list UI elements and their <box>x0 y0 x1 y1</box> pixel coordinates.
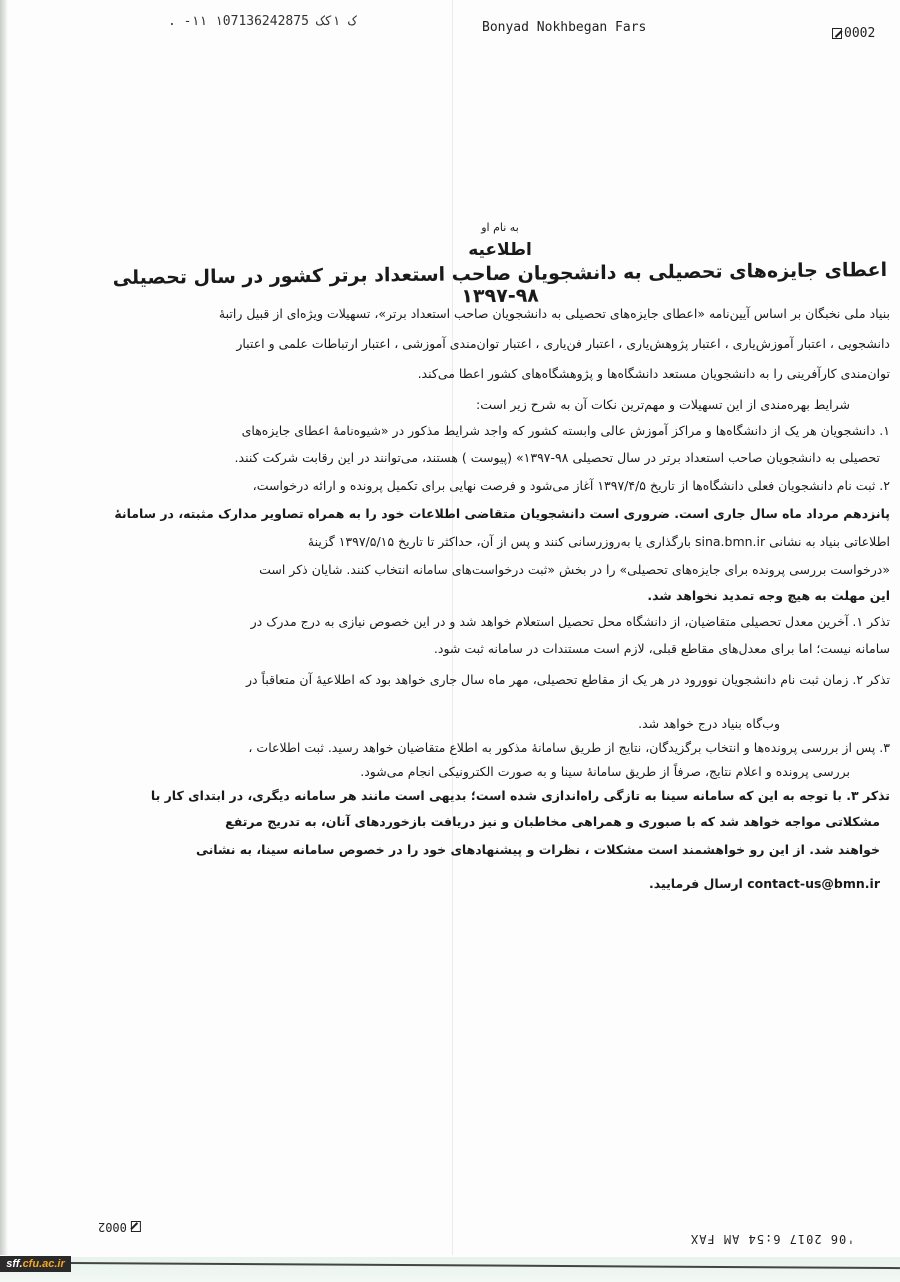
fax-footer-page <box>98 1220 141 1234</box>
fax-sender-number: . -۱۱ ۱ک ۱کک 07136242875 <box>168 14 356 29</box>
bottom-strip <box>0 1257 900 1282</box>
note-3-cont: خواهند شد. از این رو خواهشمند است مشکلات ، نظرات و پیشنهادهای خود را در خصوص سامانه سینا، به نشانی <box>195 842 880 857</box>
fax-footer-upside-down <box>0 1220 900 1246</box>
watermark-domain: cfu.ac.ir <box>22 1258 65 1270</box>
note-1: تذکر ۱. آخرین معدل تحصیلی متقاضیان، از دانشگاه محل تحصیل استعلام خواهد شد و در این خصوص نیازی به درج مدرک در <box>250 614 890 629</box>
deadline-note: این مهلت به هیچ وجه تمدید نخواهد شد. <box>647 588 890 603</box>
list-item-2-cont: «درخواست بررسی پرونده برای جایزه‌های تحصیلی» را در بخش «ثبت درخواست‌های سامانه انتخاب کنند. شایان ذکر است <box>259 562 890 577</box>
fax-header <box>0 14 900 41</box>
paragraph-line: بنیاد ملی نخبگان بر اساس آیین‌نامه «اعطای جایزه‌های تحصیلی به دانشجویان صاحب استعداد برتر»، تسهیلات ویژه‌ای از قبیل راتبهٔ <box>218 306 890 321</box>
notice-title: اعطای جایزه‌های تحصیلی به دانشجویان صاحب استعداد برتر کشور در سال تحصیلی ۹۸-۱۳۹۷ <box>112 258 888 308</box>
contact-line: contact-us@bmn.ir ارسال فرمایید. <box>649 876 880 891</box>
paragraph-line: شرایط بهره‌مندی از این تسهیلات و مهم‌ترین نکات آن به شرح زیر است: <box>476 397 850 412</box>
note-1-cont: سامانه نیست؛ اما برای معدل‌های مقاطع قبلی، لازم است مستندات در سامانه ثبت شود. <box>433 641 890 656</box>
note-3-cont: مشکلاتی مواجه خواهد شد که با صبوری و همراهی مخاطبان و نیز دریافت بازخوردهای آنان، به تدریج مرتفع <box>225 814 880 829</box>
site-watermark <box>0 1256 71 1272</box>
list-item-2: ۲. ثبت نام دانشجویان فعلی دانشگاه‌ها از تاریخ ۱۳۹۷/۴/۵ آغاز می‌شود و فرصت نهایی برای تکمیل پرونده و ارائه درخواست، <box>252 478 890 493</box>
list-item-3: ۳. پس از بررسی پرونده‌ها و انتخاب برگزیدگان، نتایج از طریق سامانهٔ مذکور به اطلاع متقاضیان خواهد رسید. ثبت اطلاعات ، <box>248 740 890 755</box>
fax-page-number: 0002 <box>844 26 876 41</box>
list-item-2-cont: پانزدهم مرداد ماه سال جاری است. ضروری است دانشجویان متقاضی اطلاعات خود را به همراه تصاویر مدارک مثبته، در سامانهٔ <box>114 506 890 521</box>
page-edge-shadow <box>0 0 8 1255</box>
list-item-3-cont: بررسی پرونده و اعلام نتایج، صرفاً از طریق سامانهٔ سینا و به صورت الکترونیکی انجام می‌شود. <box>360 764 850 779</box>
paragraph-line: دانشجویی ، اعتبار آموزش‌یاری ، اعتبار پژوهش‌یاری ، اعتبار فن‌یاری ، اعتبار توان‌مندی آموزشی ، اعتبار ارتباطات علمی و اعتبار <box>236 336 890 351</box>
fax-footer-timestamp: '06 2017 6:54 AM FAX <box>690 1232 855 1246</box>
watermark-prefix: sff. <box>6 1258 23 1270</box>
note-2-cont: وب‌گاه بنیاد درج خواهد شد. <box>638 716 780 731</box>
note-3: تذکر ۳. با توجه به این که سامانه سینا به تازگی راه‌اندازی شده است؛ بدیهی است مانند هر سامانه دیگری، در ابتدای کار با <box>150 788 890 803</box>
note-2: تذکر ۲. زمان ثبت نام دانشجویان نوورود در هر یک از مقاطع تحصیلی، مهر ماه سال جاری خواهد بود که اطلاعیهٔ آن متعاقباً در <box>245 672 890 687</box>
list-item-1-cont: تحصیلی به دانشجویان صاحب استعداد برتر در سال تحصیلی ۹۸-۱۳۹۷» (پیوست ) هستند، می‌توانند در این رقابت شرکت کنند. <box>234 450 880 465</box>
website-line: اطلاعاتی بنیاد به نشانی sina.bmn.ir بارگذاری یا به‌روزرسانی کنند و پس از آن، حداکثر تا تاریخ ۱۳۹۷/۵/۱۵ گزینهٔ <box>307 534 890 549</box>
bismillah: به نام او <box>481 221 519 234</box>
list-item-1: ۱. دانشجویان هر یک از دانشگاه‌ها و مراکز آموزش عالی وابسته کشور که واجد شرایط مذکور در «شیوه‌نامهٔ اعطای جایزه‌های <box>241 423 890 438</box>
fax-footer-page-number: 0002 <box>98 1220 127 1234</box>
fax-sender-name: Bonyad Nokhbegan Fars <box>482 20 647 35</box>
list-item-2-cont <box>308 533 890 551</box>
paragraph-line: توان‌مندی کارآفرینی را به دانشجویان مستعد دانشگاه‌ها و پژوهشگاه‌های کشور اعطا می‌کند. <box>417 366 890 381</box>
notice-heading: اطلاعیه <box>468 240 532 260</box>
page-icon <box>832 28 842 39</box>
page-icon <box>131 1222 141 1233</box>
fax-page-indicator <box>832 26 875 41</box>
